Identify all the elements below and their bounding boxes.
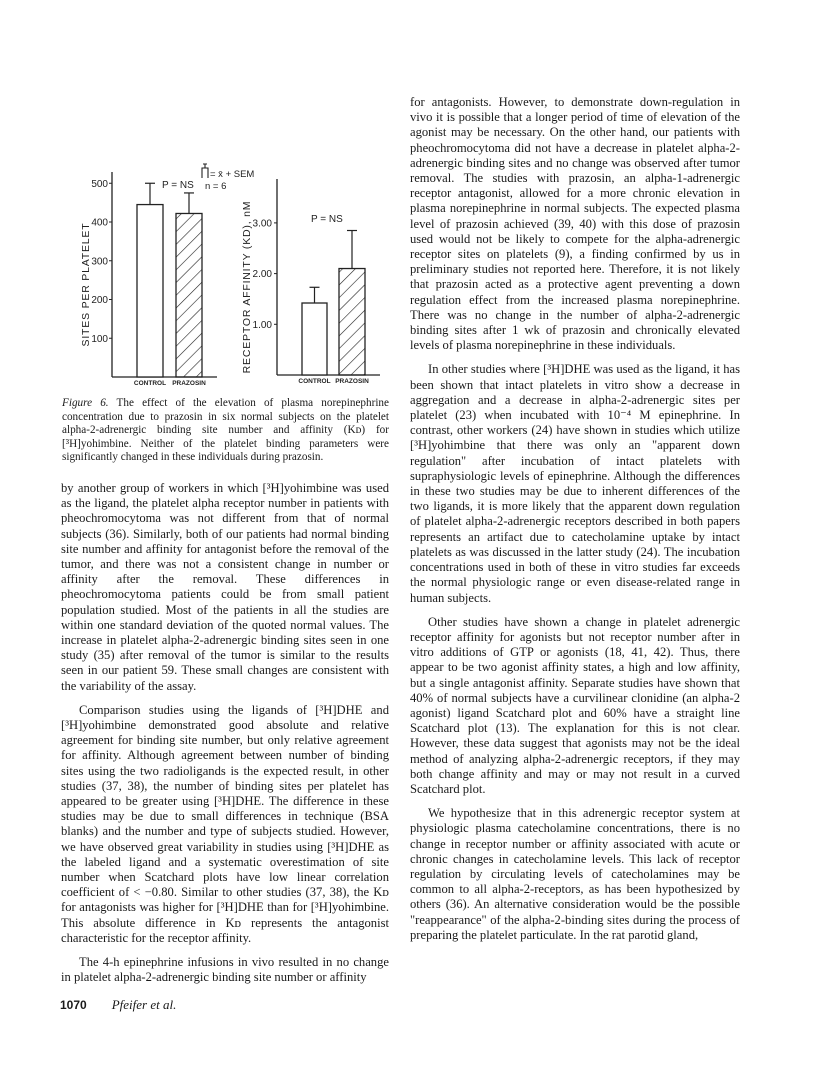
caption-label: Figure 6. bbox=[62, 397, 109, 409]
y-axis-label: SITES PER PLATELET bbox=[80, 222, 92, 347]
paragraph: Comparison studies using the ligands of [³H]DHE and [³H]yohimbine demonstrated good absolute and relative agreement for binding site number, but only relative agreement for affinity. Although agreement between number of binding sites using the two radioligands is the expected result, in other studies (37, 38), the number of binding sites per platelet has appeared to be greater using [³H]DHE. The difference in these studies may be due to small differences in technique (BSA blanks) and the number and type of subjects studied. However, we have observed great variability in studies using [³H]DHE as the labeled ligand and a systematic overestimation of site number when Scatchard plots have low linear correlation coefficient of < −0.80. Similar to other studies (37, 38), the Kᴅ for antagonists was higher for [³H]DHE than for [³H]yohimbine. This absolute difference in Kᴅ represents the antagonist characteristic for the receptor affinity. bbox=[61, 702, 389, 945]
category-label: PRAZOSIN bbox=[335, 378, 369, 385]
paragraph: by another group of workers in which [³H]yohimbine was used as the ligand, the platelet alpha receptor number in patients with pheochromocytoma was not different from that of normal subjects (36). Similarly, both of our patients had normal binding site number and affinity for antagonist before the removal of the tumor, and there was not a consistent change in number or affinity after the removal. These differences in pheochromocytoma patients could be from small patient population studied. Most of the patients in all the studies are within one standard deviation of the quoted normal values. The increase in platelet alpha-2-adrenergic binding sites seen in one study (35) after removal of the tumor is similar to the results seen in our patient 59. These small changes are consistent with the variability of the assay. bbox=[61, 481, 389, 693]
category-label: CONTROL bbox=[133, 380, 167, 387]
bar-prazosin bbox=[339, 269, 365, 375]
y-tick-label: 400 bbox=[91, 217, 108, 229]
y-tick-label: 1.00 bbox=[252, 319, 272, 331]
page-number: 1070 bbox=[60, 998, 87, 1012]
sites-per-platelet-chart bbox=[80, 164, 254, 387]
y-tick-label: 300 bbox=[91, 256, 108, 268]
category-label: CONTROL bbox=[298, 378, 331, 385]
p-value-annotation: P = NS bbox=[311, 214, 343, 225]
paragraph: We hypothesize that in this adrenergic receptor system at physiologic plasma catecholamine concentrations, there is no change in receptor number or affinity associated with acute or chronic changes in catecholamine levels. This lack of receptor regulation by circulating levels of catecholamines may be common to all alpha-2-receptors, as has been hypothesized by others (36). An alternative consideration would be the possible "reappearance" of the alpha-2-binding sites during the process of preparing the platelet particulate. In the rat parotid gland, bbox=[410, 806, 740, 942]
y-tick-label: 100 bbox=[91, 333, 108, 345]
y-tick-label: 500 bbox=[91, 178, 108, 190]
paragraph: Other studies have shown a change in platelet adrenergic receptor affinity for agonists but not receptor number after in vitro additions of GTP or agonists (18, 41, 42). Thus, there appear to be two agonist affinity states, a high and low affinity, but a single antagonist affinity. Separate studies have shown that 40% of normal subjects have a curvilinear clonidine (an alpha-2 agonist) ligand Scatchard plot and 60% have a straight line Scatchard plot (13). The explanation for this is not clear. However, these data suggest that agonists may not be the ideal method of analyzing alpha-2-adrenergic receptors, if they may both change affinity and may or may not result in a curved Scatchard plot. bbox=[410, 614, 740, 796]
category-label: PRAZOSIN bbox=[172, 380, 206, 387]
legend-text: = x̄ + SEM bbox=[210, 169, 255, 180]
y-tick-label: 2.00 bbox=[252, 269, 272, 281]
page-footer bbox=[60, 997, 176, 1013]
p-value-annotation: P = NS bbox=[162, 180, 194, 191]
right-column bbox=[410, 95, 740, 952]
bar-prazosin bbox=[176, 213, 202, 377]
receptor-affinity-chart bbox=[241, 179, 380, 385]
caption-text: The effect of the elevation of plasma norepinephrine concentration due to prazosin in six normal subjects on the platelet alpha-2-adrenergic binding site number and affinity (Kᴅ) for [³H]yohimbine. Neither of the platelet binding parameters were significantly changed in these individuals during prazosin. bbox=[62, 397, 389, 464]
running-author: Pfeifer et al. bbox=[111, 997, 177, 1012]
left-column bbox=[61, 481, 389, 995]
y-tick-label: 3.00 bbox=[252, 218, 272, 230]
figure-caption bbox=[62, 397, 389, 465]
paragraph: for antagonists. However, to demonstrate down-regulation in vivo it is possible that a longer period of time of elevation of the agonist may be necessary. On the other hand, our patients with pheochromocytoma did not have a decrease in platelet alpha-2-adrenergic binding sites and no change was observed after tumor removal. The studies with prazosin, an alpha-1-adrenergic receptor antagonist, allowed for a more chronic elevation in plasma norepinephrine in normal subjects. The expected plasma level of prazosin achieved (39, 40) with this dose of prazosin used would not be likely to compete for the alpha-adrenergic receptor sites on platelets (9), a finding confirmed by us in preliminary studies not reported here. Therefore, it is not likely that prazosin acted as a protective agent preventing a down regulation effect from the increased plasma norepinephrine. There was no change in the number of alpha-2-adrenergic binding sites after 1 wk of prazosin and chronically elevated levels of plasma norepinephrine in these individuals. bbox=[410, 95, 740, 353]
error-bar-legend-icon bbox=[202, 164, 208, 178]
y-tick-label: 200 bbox=[91, 295, 108, 306]
bar-control bbox=[137, 205, 163, 377]
legend-n: n = 6 bbox=[205, 181, 227, 192]
bar-control bbox=[302, 303, 327, 375]
paragraph: In other studies where [³H]DHE was used as the ligand, it has been shown that intact platelets in vitro show a decrease in aggregation and a decrease in alpha-2-adrenergic sites per platelet (23) when incubated with 10⁻⁴ M epinephrine. In contrast, other workers (24) have shown in studies which utilize [³H]yohimbine that there was only an "apparent down regulation" after incubation of intact platelets with supraphysiologic levels of epinephrine. Although the differences in these two studies may be due to inherent differences of the two ligands, it is more likely that the apparent down regulation of platelet alpha-2-adrenergic receptors described in both papers represents an artifact due to catecholamine uptake by intact platelets as was discussed in the latter study (24). The incubation concentrations used in both of these in vitro studies far exceeds the normal physiologic range or even disease-related range in human subjects. bbox=[410, 362, 740, 605]
paragraph: The 4-h epinephrine infusions in vivo resulted in no change in platelet alpha-2-adrenergic binding site number or affinity bbox=[61, 955, 389, 985]
y-axis-label: RECEPTOR AFFINITY (KD), nM bbox=[241, 200, 253, 374]
